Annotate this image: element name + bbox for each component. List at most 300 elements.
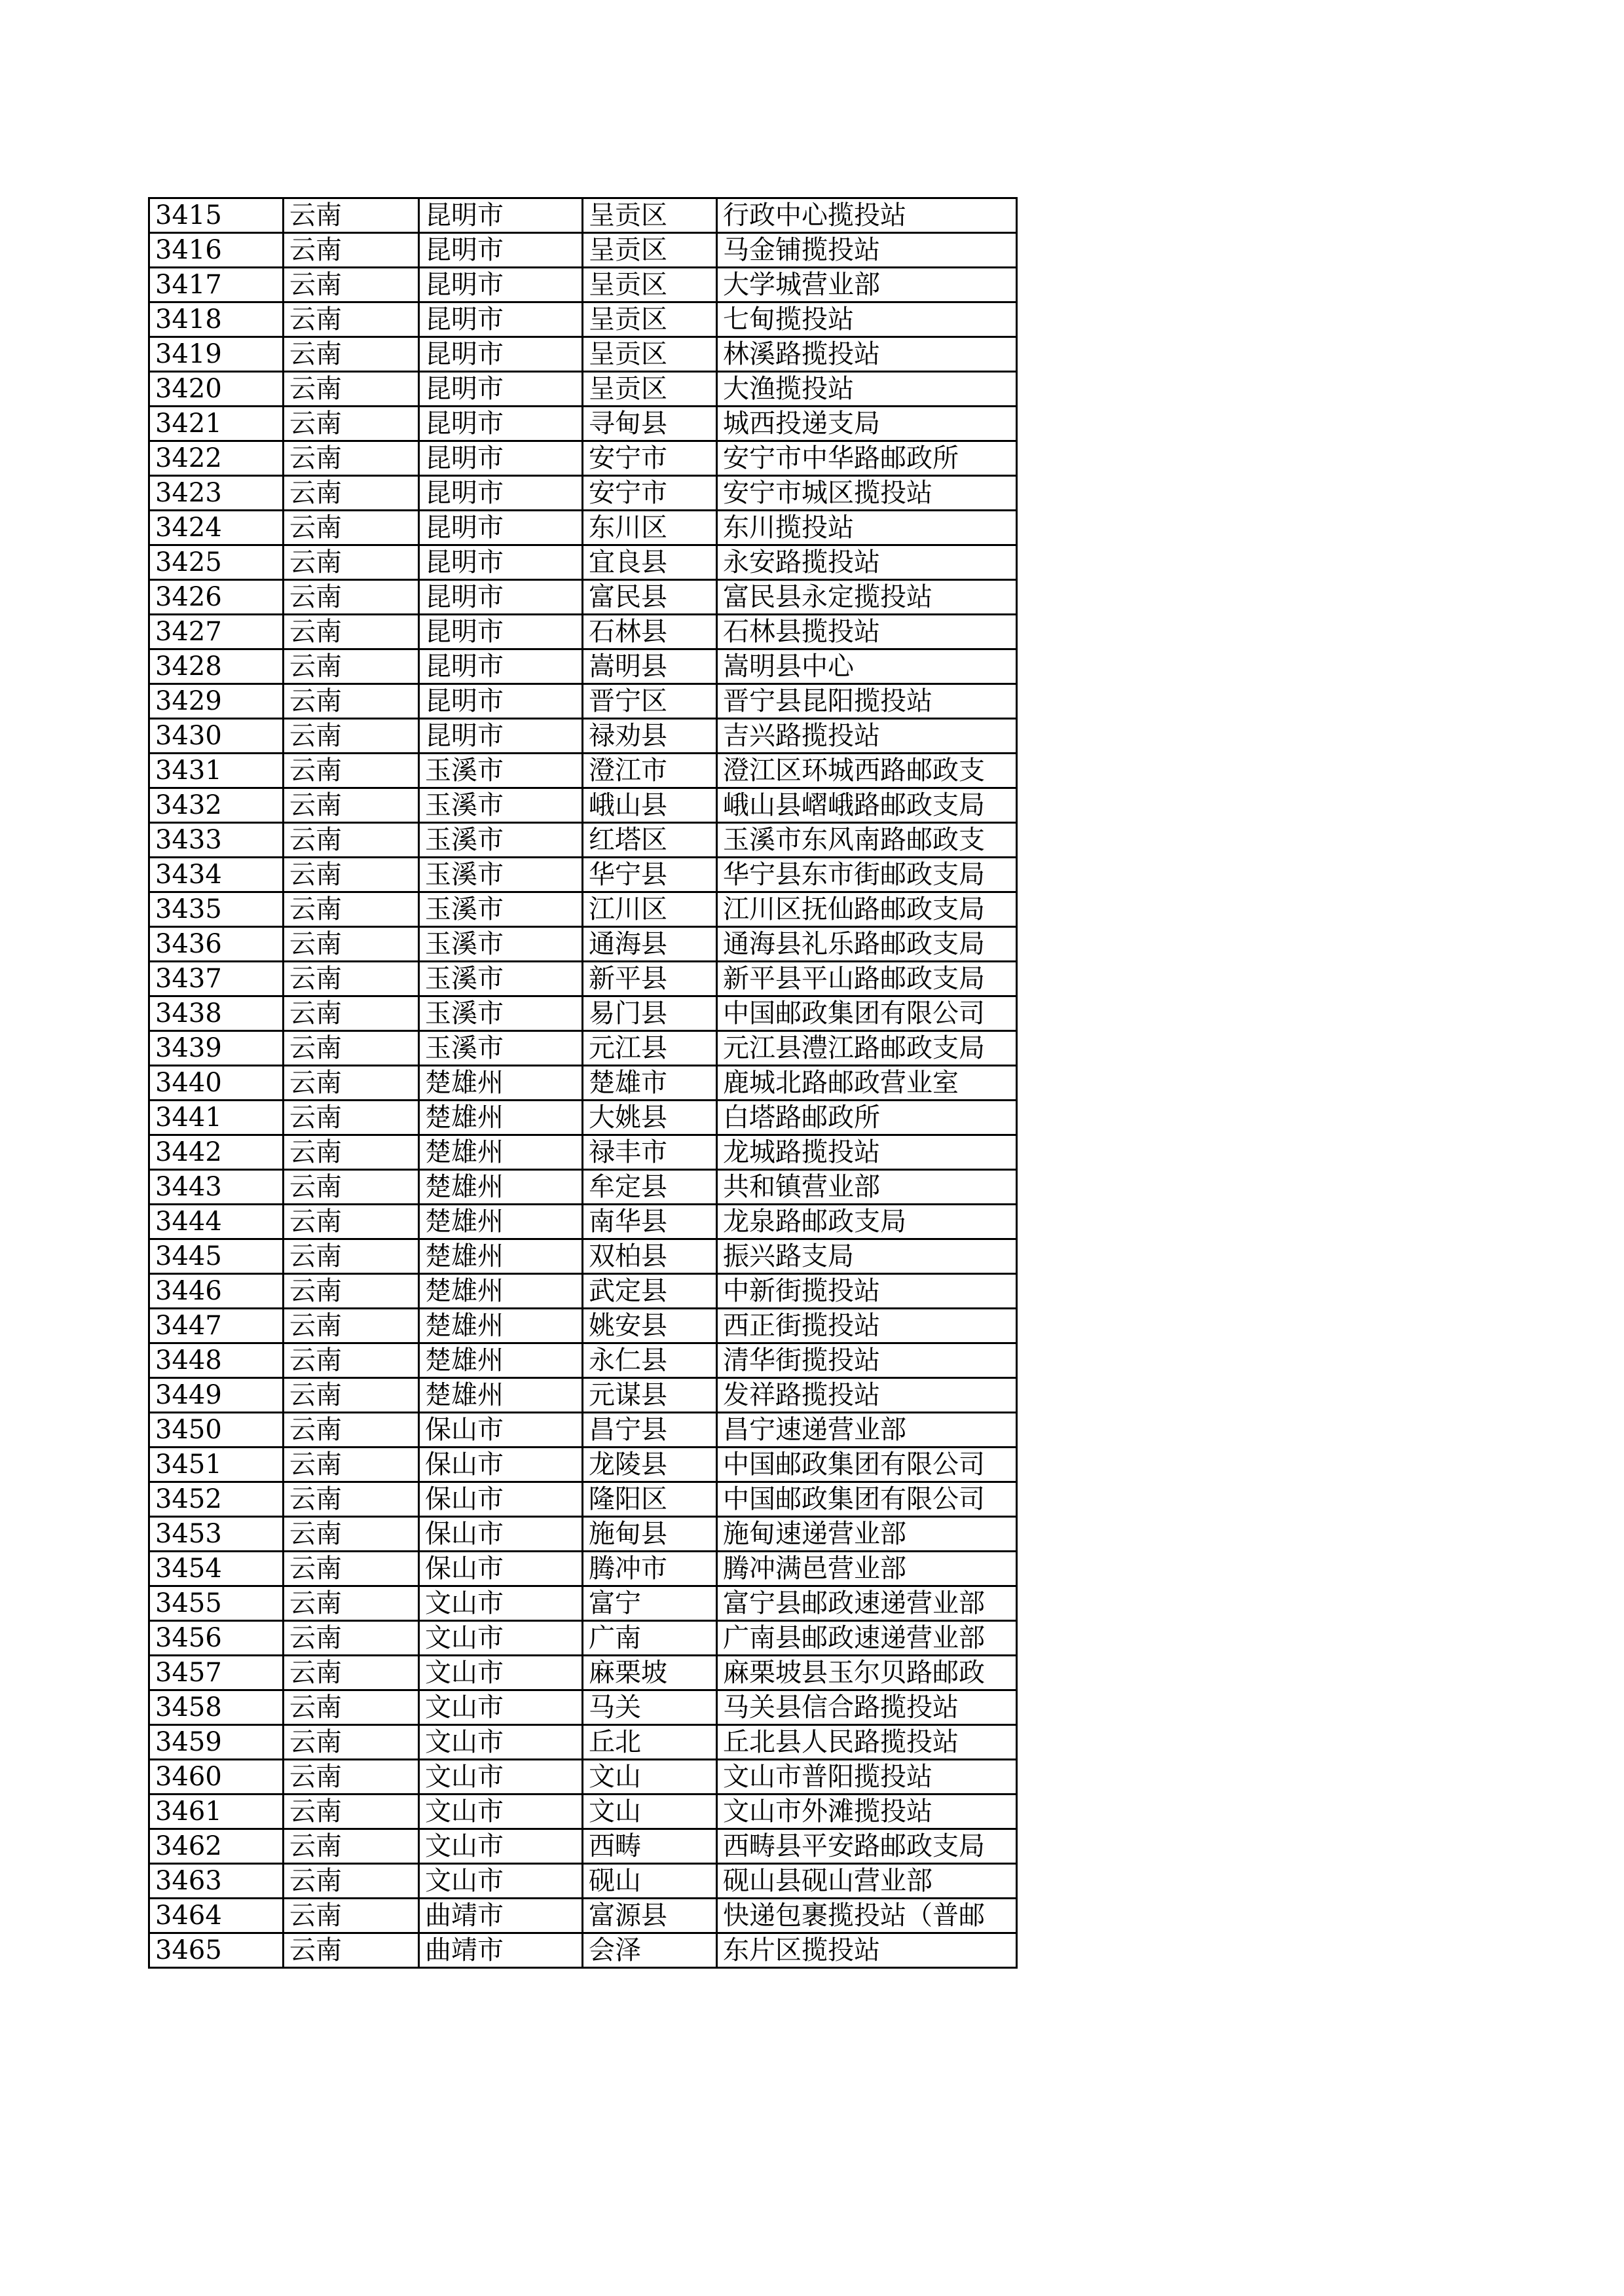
- district-cell: 呈贡区: [583, 337, 717, 372]
- site-name-cell: 清华街揽投站: [717, 1343, 1017, 1378]
- district-cell: 南华县: [583, 1205, 717, 1239]
- district-cell: 东川区: [583, 511, 717, 545]
- row-number-cell: 3418: [149, 302, 284, 337]
- site-name-cell: 振兴路支局: [717, 1239, 1017, 1274]
- province-cell: 云南: [284, 1378, 419, 1413]
- city-cell: 昆明市: [419, 719, 583, 754]
- table-row: [149, 511, 1017, 545]
- row-number-cell: 3436: [149, 927, 284, 962]
- table-row: [149, 1517, 1017, 1552]
- site-name-cell: 广南县邮政速递营业部: [717, 1621, 1017, 1656]
- district-cell: 元江县: [583, 1031, 717, 1066]
- row-number-cell: 3440: [149, 1066, 284, 1101]
- city-cell: 昆明市: [419, 615, 583, 649]
- district-cell: 澄江市: [583, 754, 717, 788]
- site-name-cell: 嵩明县中心: [717, 649, 1017, 684]
- site-name-cell: 东片区揽投站: [717, 1933, 1017, 1968]
- table-row: [149, 996, 1017, 1031]
- city-cell: 玉溪市: [419, 962, 583, 996]
- city-cell: 昆明市: [419, 511, 583, 545]
- province-cell: 云南: [284, 754, 419, 788]
- site-name-cell: 中国邮政集团有限公司: [717, 996, 1017, 1031]
- province-cell: 云南: [284, 1413, 419, 1448]
- city-cell: 昆明市: [419, 302, 583, 337]
- district-cell: 牟定县: [583, 1170, 717, 1205]
- table-row: [149, 927, 1017, 962]
- site-name-cell: 大渔揽投站: [717, 372, 1017, 407]
- city-cell: 昆明市: [419, 268, 583, 302]
- table-row: [149, 684, 1017, 719]
- row-number-cell: 3430: [149, 719, 284, 754]
- row-number-cell: 3453: [149, 1517, 284, 1552]
- row-number-cell: 3450: [149, 1413, 284, 1448]
- table-row: [149, 1795, 1017, 1829]
- city-cell: 玉溪市: [419, 892, 583, 927]
- row-number-cell: 3445: [149, 1239, 284, 1274]
- row-number-cell: 3424: [149, 511, 284, 545]
- row-number-cell: 3441: [149, 1101, 284, 1135]
- row-number-cell: 3446: [149, 1274, 284, 1309]
- province-cell: 云南: [284, 1795, 419, 1829]
- district-cell: 双柏县: [583, 1239, 717, 1274]
- site-name-cell: 共和镇营业部: [717, 1170, 1017, 1205]
- table-row: [149, 754, 1017, 788]
- district-cell: 隆阳区: [583, 1482, 717, 1517]
- district-cell: 龙陵县: [583, 1448, 717, 1482]
- province-cell: 云南: [284, 198, 419, 233]
- province-cell: 云南: [284, 337, 419, 372]
- province-cell: 云南: [284, 892, 419, 927]
- province-cell: 云南: [284, 1621, 419, 1656]
- table-row: [149, 1031, 1017, 1066]
- row-number-cell: 3452: [149, 1482, 284, 1517]
- site-name-cell: 吉兴路揽投站: [717, 719, 1017, 754]
- city-cell: 昆明市: [419, 407, 583, 441]
- city-cell: 玉溪市: [419, 823, 583, 858]
- row-number-cell: 3423: [149, 476, 284, 511]
- row-number-cell: 3461: [149, 1795, 284, 1829]
- province-cell: 云南: [284, 1482, 419, 1517]
- city-cell: 昆明市: [419, 476, 583, 511]
- city-cell: 楚雄州: [419, 1343, 583, 1378]
- table-row: [149, 1413, 1017, 1448]
- site-name-cell: 腾冲满邑营业部: [717, 1552, 1017, 1586]
- row-number-cell: 3459: [149, 1725, 284, 1760]
- row-number-cell: 3425: [149, 545, 284, 580]
- district-cell: 寻甸县: [583, 407, 717, 441]
- table-row: [149, 1760, 1017, 1795]
- city-cell: 保山市: [419, 1482, 583, 1517]
- table-row: [149, 1101, 1017, 1135]
- city-cell: 昆明市: [419, 580, 583, 615]
- site-name-cell: 晋宁县昆阳揽投站: [717, 684, 1017, 719]
- row-number-cell: 3415: [149, 198, 284, 233]
- province-cell: 云南: [284, 1343, 419, 1378]
- city-cell: 文山市: [419, 1586, 583, 1621]
- site-name-cell: 西畴县平安路邮政支局: [717, 1829, 1017, 1864]
- district-cell: 施甸县: [583, 1517, 717, 1552]
- site-name-cell: 澄江区环城西路邮政支: [717, 754, 1017, 788]
- table-row: [149, 1864, 1017, 1899]
- district-cell: 呈贡区: [583, 372, 717, 407]
- table-row: [149, 649, 1017, 684]
- table-row: [149, 372, 1017, 407]
- city-cell: 玉溪市: [419, 754, 583, 788]
- district-cell: 晋宁区: [583, 684, 717, 719]
- row-number-cell: 3442: [149, 1135, 284, 1170]
- province-cell: 云南: [284, 1552, 419, 1586]
- table-row: [149, 962, 1017, 996]
- district-cell: 呈贡区: [583, 198, 717, 233]
- district-cell: 富宁: [583, 1586, 717, 1621]
- city-cell: 昆明市: [419, 233, 583, 268]
- city-cell: 楚雄州: [419, 1378, 583, 1413]
- city-cell: 文山市: [419, 1690, 583, 1725]
- row-number-cell: 3449: [149, 1378, 284, 1413]
- province-cell: 云南: [284, 1309, 419, 1343]
- province-cell: 云南: [284, 996, 419, 1031]
- table-row: [149, 1586, 1017, 1621]
- city-cell: 楚雄州: [419, 1274, 583, 1309]
- table-row: [149, 1829, 1017, 1864]
- table-row: [149, 1343, 1017, 1378]
- table-body: [149, 198, 1017, 1968]
- province-cell: 云南: [284, 268, 419, 302]
- site-name-cell: 白塔路邮政所: [717, 1101, 1017, 1135]
- city-cell: 文山市: [419, 1621, 583, 1656]
- city-cell: 文山市: [419, 1829, 583, 1864]
- district-cell: 易门县: [583, 996, 717, 1031]
- row-number-cell: 3420: [149, 372, 284, 407]
- table-row: [149, 198, 1017, 233]
- row-number-cell: 3456: [149, 1621, 284, 1656]
- district-cell: 华宁县: [583, 858, 717, 892]
- district-cell: 新平县: [583, 962, 717, 996]
- table-row: [149, 1170, 1017, 1205]
- province-cell: 云南: [284, 927, 419, 962]
- site-name-cell: 大学城营业部: [717, 268, 1017, 302]
- table-row: [149, 580, 1017, 615]
- district-cell: 安宁市: [583, 476, 717, 511]
- row-number-cell: 3431: [149, 754, 284, 788]
- table-row: [149, 1725, 1017, 1760]
- table-row: [149, 1690, 1017, 1725]
- district-cell: 姚安县: [583, 1309, 717, 1343]
- row-number-cell: 3438: [149, 996, 284, 1031]
- district-cell: 安宁市: [583, 441, 717, 476]
- site-name-cell: 西正街揽投站: [717, 1309, 1017, 1343]
- province-cell: 云南: [284, 858, 419, 892]
- district-cell: 永仁县: [583, 1343, 717, 1378]
- city-cell: 昆明市: [419, 441, 583, 476]
- row-number-cell: 3426: [149, 580, 284, 615]
- site-name-cell: 砚山县砚山营业部: [717, 1864, 1017, 1899]
- data-table: [148, 197, 1018, 1969]
- province-cell: 云南: [284, 1066, 419, 1101]
- table-row: [149, 302, 1017, 337]
- row-number-cell: 3419: [149, 337, 284, 372]
- district-cell: 广南: [583, 1621, 717, 1656]
- row-number-cell: 3458: [149, 1690, 284, 1725]
- city-cell: 楚雄州: [419, 1170, 583, 1205]
- row-number-cell: 3434: [149, 858, 284, 892]
- city-cell: 保山市: [419, 1448, 583, 1482]
- table-row: [149, 719, 1017, 754]
- row-number-cell: 3454: [149, 1552, 284, 1586]
- city-cell: 曲靖市: [419, 1933, 583, 1968]
- table-row: [149, 268, 1017, 302]
- city-cell: 文山市: [419, 1760, 583, 1795]
- row-number-cell: 3447: [149, 1309, 284, 1343]
- province-cell: 云南: [284, 580, 419, 615]
- province-cell: 云南: [284, 511, 419, 545]
- row-number-cell: 3464: [149, 1899, 284, 1933]
- site-name-cell: 峨山县嶍峨路邮政支局: [717, 788, 1017, 823]
- province-cell: 云南: [284, 1656, 419, 1690]
- site-name-cell: 昌宁速递营业部: [717, 1413, 1017, 1448]
- table-row: [149, 1482, 1017, 1517]
- site-name-cell: 施甸速递营业部: [717, 1517, 1017, 1552]
- site-name-cell: 城西投递支局: [717, 407, 1017, 441]
- province-cell: 云南: [284, 1239, 419, 1274]
- district-cell: 石林县: [583, 615, 717, 649]
- city-cell: 楚雄州: [419, 1309, 583, 1343]
- district-cell: 呈贡区: [583, 233, 717, 268]
- province-cell: 云南: [284, 719, 419, 754]
- city-cell: 楚雄州: [419, 1101, 583, 1135]
- province-cell: 云南: [284, 1899, 419, 1933]
- table-row: [149, 1552, 1017, 1586]
- table-row: [149, 1135, 1017, 1170]
- site-name-cell: 富民县永定揽投站: [717, 580, 1017, 615]
- province-cell: 云南: [284, 1586, 419, 1621]
- table-row: [149, 1378, 1017, 1413]
- row-number-cell: 3460: [149, 1760, 284, 1795]
- table-row: [149, 788, 1017, 823]
- province-cell: 云南: [284, 1101, 419, 1135]
- district-cell: 文山: [583, 1760, 717, 1795]
- site-name-cell: 文山市普阳揽投站: [717, 1760, 1017, 1795]
- row-number-cell: 3439: [149, 1031, 284, 1066]
- province-cell: 云南: [284, 1135, 419, 1170]
- district-cell: 会泽: [583, 1933, 717, 1968]
- row-number-cell: 3443: [149, 1170, 284, 1205]
- province-cell: 云南: [284, 1517, 419, 1552]
- district-cell: 禄丰市: [583, 1135, 717, 1170]
- province-cell: 云南: [284, 649, 419, 684]
- district-cell: 麻栗坡: [583, 1656, 717, 1690]
- row-number-cell: 3462: [149, 1829, 284, 1864]
- table-row: [149, 233, 1017, 268]
- city-cell: 楚雄州: [419, 1066, 583, 1101]
- table-row: [149, 1899, 1017, 1933]
- site-name-cell: 东川揽投站: [717, 511, 1017, 545]
- site-name-cell: 中新街揽投站: [717, 1274, 1017, 1309]
- district-cell: 呈贡区: [583, 302, 717, 337]
- province-cell: 云南: [284, 372, 419, 407]
- site-name-cell: 安宁市中华路邮政所: [717, 441, 1017, 476]
- district-cell: 昌宁县: [583, 1413, 717, 1448]
- row-number-cell: 3437: [149, 962, 284, 996]
- province-cell: 云南: [284, 788, 419, 823]
- row-number-cell: 3432: [149, 788, 284, 823]
- site-name-cell: 永安路揽投站: [717, 545, 1017, 580]
- district-cell: 禄劝县: [583, 719, 717, 754]
- district-cell: 西畴: [583, 1829, 717, 1864]
- city-cell: 曲靖市: [419, 1899, 583, 1933]
- district-cell: 通海县: [583, 927, 717, 962]
- city-cell: 玉溪市: [419, 858, 583, 892]
- city-cell: 文山市: [419, 1656, 583, 1690]
- site-name-cell: 玉溪市东风南路邮政支: [717, 823, 1017, 858]
- district-cell: 元谋县: [583, 1378, 717, 1413]
- row-number-cell: 3435: [149, 892, 284, 927]
- table-row: [149, 337, 1017, 372]
- site-name-cell: 华宁县东市街邮政支局: [717, 858, 1017, 892]
- district-cell: 红塔区: [583, 823, 717, 858]
- city-cell: 保山市: [419, 1413, 583, 1448]
- district-cell: 丘北: [583, 1725, 717, 1760]
- city-cell: 昆明市: [419, 545, 583, 580]
- district-cell: 富民县: [583, 580, 717, 615]
- site-name-cell: 丘北县人民路揽投站: [717, 1725, 1017, 1760]
- province-cell: 云南: [284, 1829, 419, 1864]
- city-cell: 楚雄州: [419, 1135, 583, 1170]
- district-cell: 文山: [583, 1795, 717, 1829]
- district-cell: 富源县: [583, 1899, 717, 1933]
- row-number-cell: 3428: [149, 649, 284, 684]
- row-number-cell: 3429: [149, 684, 284, 719]
- row-number-cell: 3417: [149, 268, 284, 302]
- row-number-cell: 3465: [149, 1933, 284, 1968]
- city-cell: 楚雄州: [419, 1239, 583, 1274]
- province-cell: 云南: [284, 545, 419, 580]
- province-cell: 云南: [284, 1760, 419, 1795]
- city-cell: 保山市: [419, 1552, 583, 1586]
- site-name-cell: 龙城路揽投站: [717, 1135, 1017, 1170]
- district-cell: 呈贡区: [583, 268, 717, 302]
- city-cell: 昆明市: [419, 337, 583, 372]
- table-row: [149, 1933, 1017, 1968]
- site-name-cell: 发祥路揽投站: [717, 1378, 1017, 1413]
- district-cell: 砚山: [583, 1864, 717, 1899]
- province-cell: 云南: [284, 476, 419, 511]
- city-cell: 玉溪市: [419, 788, 583, 823]
- site-name-cell: 文山市外滩揽投站: [717, 1795, 1017, 1829]
- table-row: [149, 1448, 1017, 1482]
- site-name-cell: 龙泉路邮政支局: [717, 1205, 1017, 1239]
- province-cell: 云南: [284, 1933, 419, 1968]
- table-row: [149, 476, 1017, 511]
- site-name-cell: 行政中心揽投站: [717, 198, 1017, 233]
- district-cell: 大姚县: [583, 1101, 717, 1135]
- table-row: [149, 823, 1017, 858]
- site-name-cell: 马金铺揽投站: [717, 233, 1017, 268]
- city-cell: 文山市: [419, 1795, 583, 1829]
- city-cell: 楚雄州: [419, 1205, 583, 1239]
- site-name-cell: 麻栗坡县玉尔贝路邮政: [717, 1656, 1017, 1690]
- city-cell: 玉溪市: [419, 927, 583, 962]
- province-cell: 云南: [284, 1205, 419, 1239]
- district-cell: 腾冲市: [583, 1552, 717, 1586]
- site-name-cell: 江川区抚仙路邮政支局: [717, 892, 1017, 927]
- city-cell: 文山市: [419, 1725, 583, 1760]
- province-cell: 云南: [284, 233, 419, 268]
- district-cell: 马关: [583, 1690, 717, 1725]
- site-name-cell: 元江县澧江路邮政支局: [717, 1031, 1017, 1066]
- province-cell: 云南: [284, 1864, 419, 1899]
- district-cell: 宜良县: [583, 545, 717, 580]
- province-cell: 云南: [284, 1274, 419, 1309]
- city-cell: 昆明市: [419, 198, 583, 233]
- table-row: [149, 1205, 1017, 1239]
- province-cell: 云南: [284, 615, 419, 649]
- site-name-cell: 通海县礼乐路邮政支局: [717, 927, 1017, 962]
- province-cell: 云南: [284, 441, 419, 476]
- row-number-cell: 3416: [149, 233, 284, 268]
- city-cell: 保山市: [419, 1517, 583, 1552]
- province-cell: 云南: [284, 302, 419, 337]
- district-cell: 峨山县: [583, 788, 717, 823]
- site-name-cell: 中国邮政集团有限公司: [717, 1482, 1017, 1517]
- row-number-cell: 3421: [149, 407, 284, 441]
- row-number-cell: 3451: [149, 1448, 284, 1482]
- city-cell: 玉溪市: [419, 1031, 583, 1066]
- district-cell: 江川区: [583, 892, 717, 927]
- site-name-cell: 新平县平山路邮政支局: [717, 962, 1017, 996]
- site-name-cell: 安宁市城区揽投站: [717, 476, 1017, 511]
- province-cell: 云南: [284, 407, 419, 441]
- table-row: [149, 407, 1017, 441]
- table-row: [149, 615, 1017, 649]
- city-cell: 昆明市: [419, 684, 583, 719]
- province-cell: 云南: [284, 684, 419, 719]
- site-name-cell: 石林县揽投站: [717, 615, 1017, 649]
- city-cell: 玉溪市: [419, 996, 583, 1031]
- table-row: [149, 441, 1017, 476]
- site-name-cell: 鹿城北路邮政营业室: [717, 1066, 1017, 1101]
- province-cell: 云南: [284, 1690, 419, 1725]
- district-cell: 楚雄市: [583, 1066, 717, 1101]
- table-row: [149, 1274, 1017, 1309]
- table-row: [149, 1066, 1017, 1101]
- table-row: [149, 1239, 1017, 1274]
- province-cell: 云南: [284, 1170, 419, 1205]
- province-cell: 云南: [284, 1031, 419, 1066]
- row-number-cell: 3427: [149, 615, 284, 649]
- table-row: [149, 1656, 1017, 1690]
- site-name-cell: 中国邮政集团有限公司: [717, 1448, 1017, 1482]
- district-cell: 嵩明县: [583, 649, 717, 684]
- row-number-cell: 3463: [149, 1864, 284, 1899]
- row-number-cell: 3448: [149, 1343, 284, 1378]
- province-cell: 云南: [284, 962, 419, 996]
- row-number-cell: 3444: [149, 1205, 284, 1239]
- table-row: [149, 545, 1017, 580]
- city-cell: 昆明市: [419, 372, 583, 407]
- province-cell: 云南: [284, 1448, 419, 1482]
- table-row: [149, 858, 1017, 892]
- row-number-cell: 3422: [149, 441, 284, 476]
- site-name-cell: 七甸揽投站: [717, 302, 1017, 337]
- city-cell: 昆明市: [419, 649, 583, 684]
- table-row: [149, 1621, 1017, 1656]
- row-number-cell: 3457: [149, 1656, 284, 1690]
- table-row: [149, 1309, 1017, 1343]
- row-number-cell: 3455: [149, 1586, 284, 1621]
- site-name-cell: 快递包裹揽投站（普邮: [717, 1899, 1017, 1933]
- city-cell: 文山市: [419, 1864, 583, 1899]
